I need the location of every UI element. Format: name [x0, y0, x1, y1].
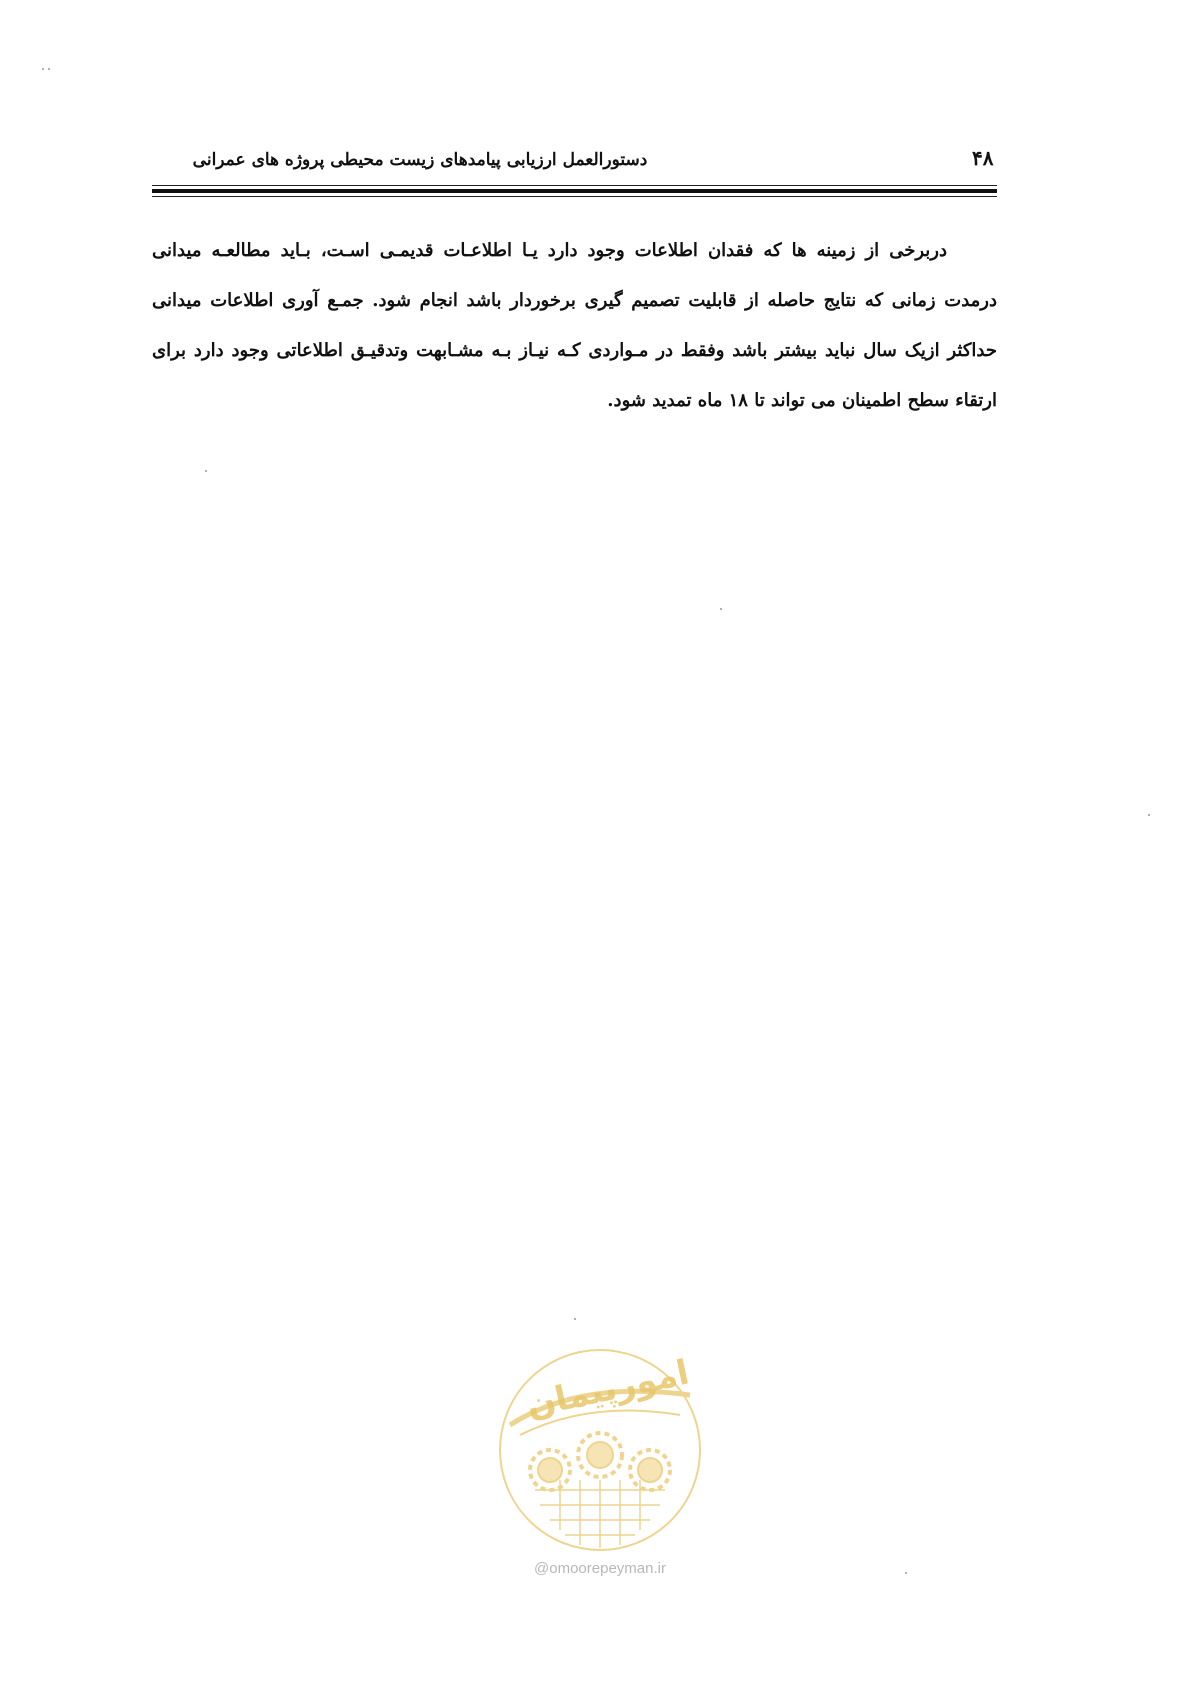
scan-speck [48, 68, 50, 70]
watermark-logo [490, 1340, 710, 1560]
header-rule-thick [152, 189, 997, 193]
scan-speck [1148, 814, 1150, 816]
header-rule-bottom [152, 196, 997, 197]
watermark-logo-text: امورپیمان [522, 1352, 693, 1426]
scan-speck [42, 68, 44, 70]
scan-speck [905, 1572, 907, 1574]
body-paragraph: دربرخی از زمینه ها که فقدان اطلاعات وجود دارد یـا اطلاعـات قدیمـی اسـت، بـاید مطالعـه میدانی درمدت زمانی که نتایج حاصله از قابلیت تصمیم گیری برخوردار باشد انجام شود. جمـع آوری اطلاعات میدانی حداکثر ازیک سال نباید بیشتر باشد وفقط در مـواردی کـه نیـاز بـه مشـابهت وتدقیـق اطلاعاتی وجود دارد برای ارتقاء سطح اطمینان می تواند تا ۱۸ ماه تمدید شود. [152, 240, 997, 411]
watermark-url: @omoorepeyman.ir [534, 1560, 666, 1577]
header-rule-top [152, 185, 997, 186]
scan-speck [720, 608, 722, 610]
scan-speck [205, 470, 207, 472]
scan-speck [574, 1318, 576, 1320]
running-header-title: دستورالعمل ارزیابی پیامدهای زیست محیطی پروژه های عمرانی [192, 150, 648, 170]
page-number: ۴۸ [972, 146, 994, 170]
